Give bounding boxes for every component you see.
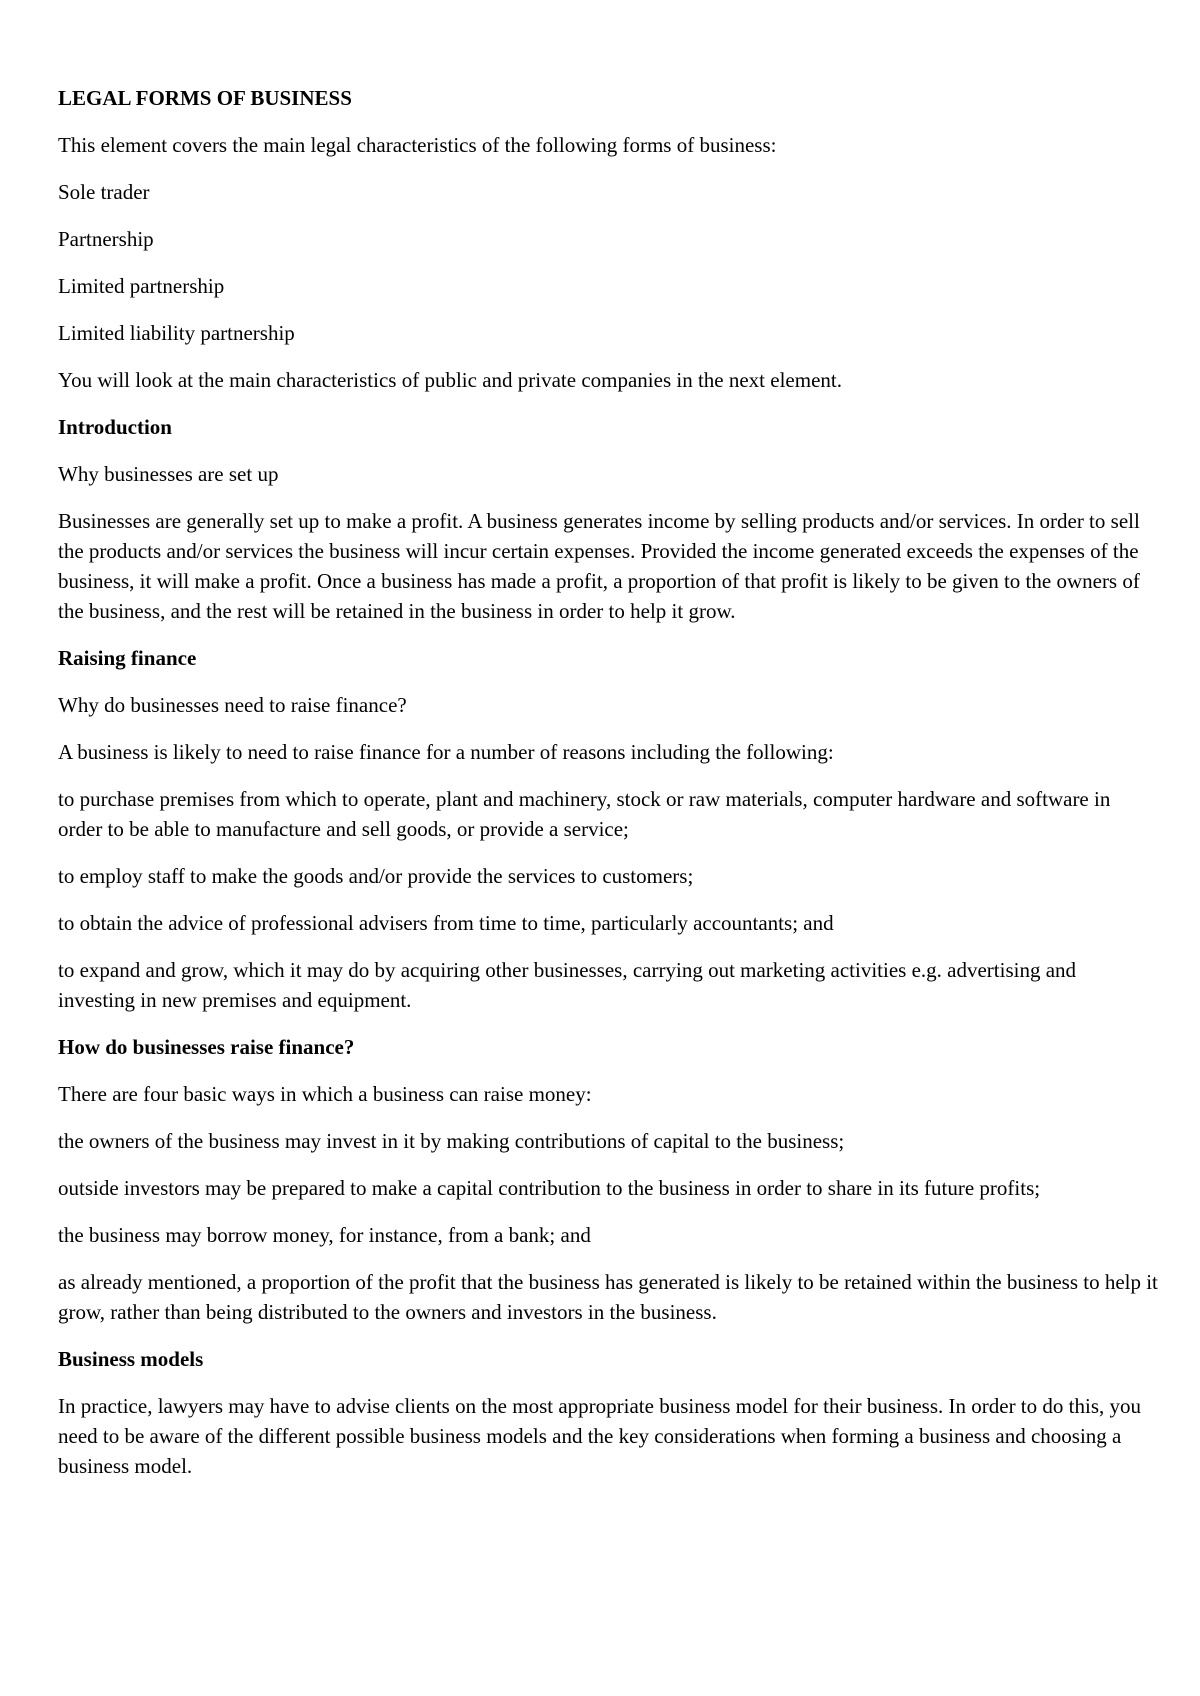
- raising-finance-question: Why do businesses need to raise finance?: [58, 693, 407, 717]
- document-title: LEGAL FORMS OF BUSINESS: [58, 86, 352, 110]
- form-item-limited-partnership: Limited partnership: [58, 274, 225, 298]
- intro-paragraph: This element covers the main legal characteristics of the following forms of business:: [58, 133, 777, 157]
- document-page: [58, 83, 1158, 1498]
- raising-finance-heading: Raising finance: [58, 646, 197, 670]
- reason-item: to expand and grow, which it may do by acquiring other businesses, carrying out marketing activities e.g. advertising and investing in new premises and equipment.: [58, 958, 1077, 1012]
- introduction-heading: Introduction: [58, 415, 172, 439]
- form-item-llp: Limited liability partnership: [58, 321, 295, 345]
- form-item-sole-trader: Sole trader: [58, 180, 150, 204]
- way-item: the owners of the business may invest in it by making contributions of capital to the business;: [58, 1129, 845, 1153]
- business-models-body: In practice, lawyers may have to advise clients on the most appropriate business model for their business. In order to do this, you need to be aware of the different possible business models and the key considerations when forming a business and choosing a business model.: [58, 1394, 1141, 1478]
- form-item-partnership: Partnership: [58, 227, 154, 251]
- next-element-note: You will look at the main characteristics of public and private companies in the next element.: [58, 368, 842, 392]
- introduction-body: Businesses are generally set up to make a profit. A business generates income by selling products and/or services. In order to sell the products and/or services the business will incur certain expenses. Provided the income generated exceeds the expenses of the business, it will make a profit. Once a business has made a profit, a proportion of that profit is likely to be given to the owners of the business, and the rest will be retained in the business in order to help it grow.: [58, 509, 1140, 623]
- reason-item: to purchase premises from which to operate, plant and machinery, stock or raw materials, computer hardware and software in order to be able to manufacture and sell goods, or provide a service;: [58, 787, 1111, 841]
- reason-item: to obtain the advice of professional advisers from time to time, particularly accountants; and: [58, 911, 834, 935]
- how-raise-heading: How do businesses raise finance?: [58, 1035, 355, 1059]
- reason-item: to employ staff to make the goods and/or provide the services to customers;: [58, 864, 694, 888]
- business-models-heading: Business models: [58, 1347, 204, 1371]
- way-item: as already mentioned, a proportion of the profit that the business has generated is likely to be retained within the business to help it grow, rather than being distributed to the owners and investors in the business.: [58, 1270, 1158, 1324]
- raising-finance-lead: A business is likely to need to raise finance for a number of reasons including the following:: [58, 740, 834, 764]
- way-item: outside investors may be prepared to make a capital contribution to the business in order to share in its future profits;: [58, 1176, 1041, 1200]
- way-item: the business may borrow money, for instance, from a bank; and: [58, 1223, 591, 1247]
- introduction-subheading: Why businesses are set up: [58, 462, 279, 486]
- how-raise-lead: There are four basic ways in which a business can raise money:: [58, 1082, 592, 1106]
